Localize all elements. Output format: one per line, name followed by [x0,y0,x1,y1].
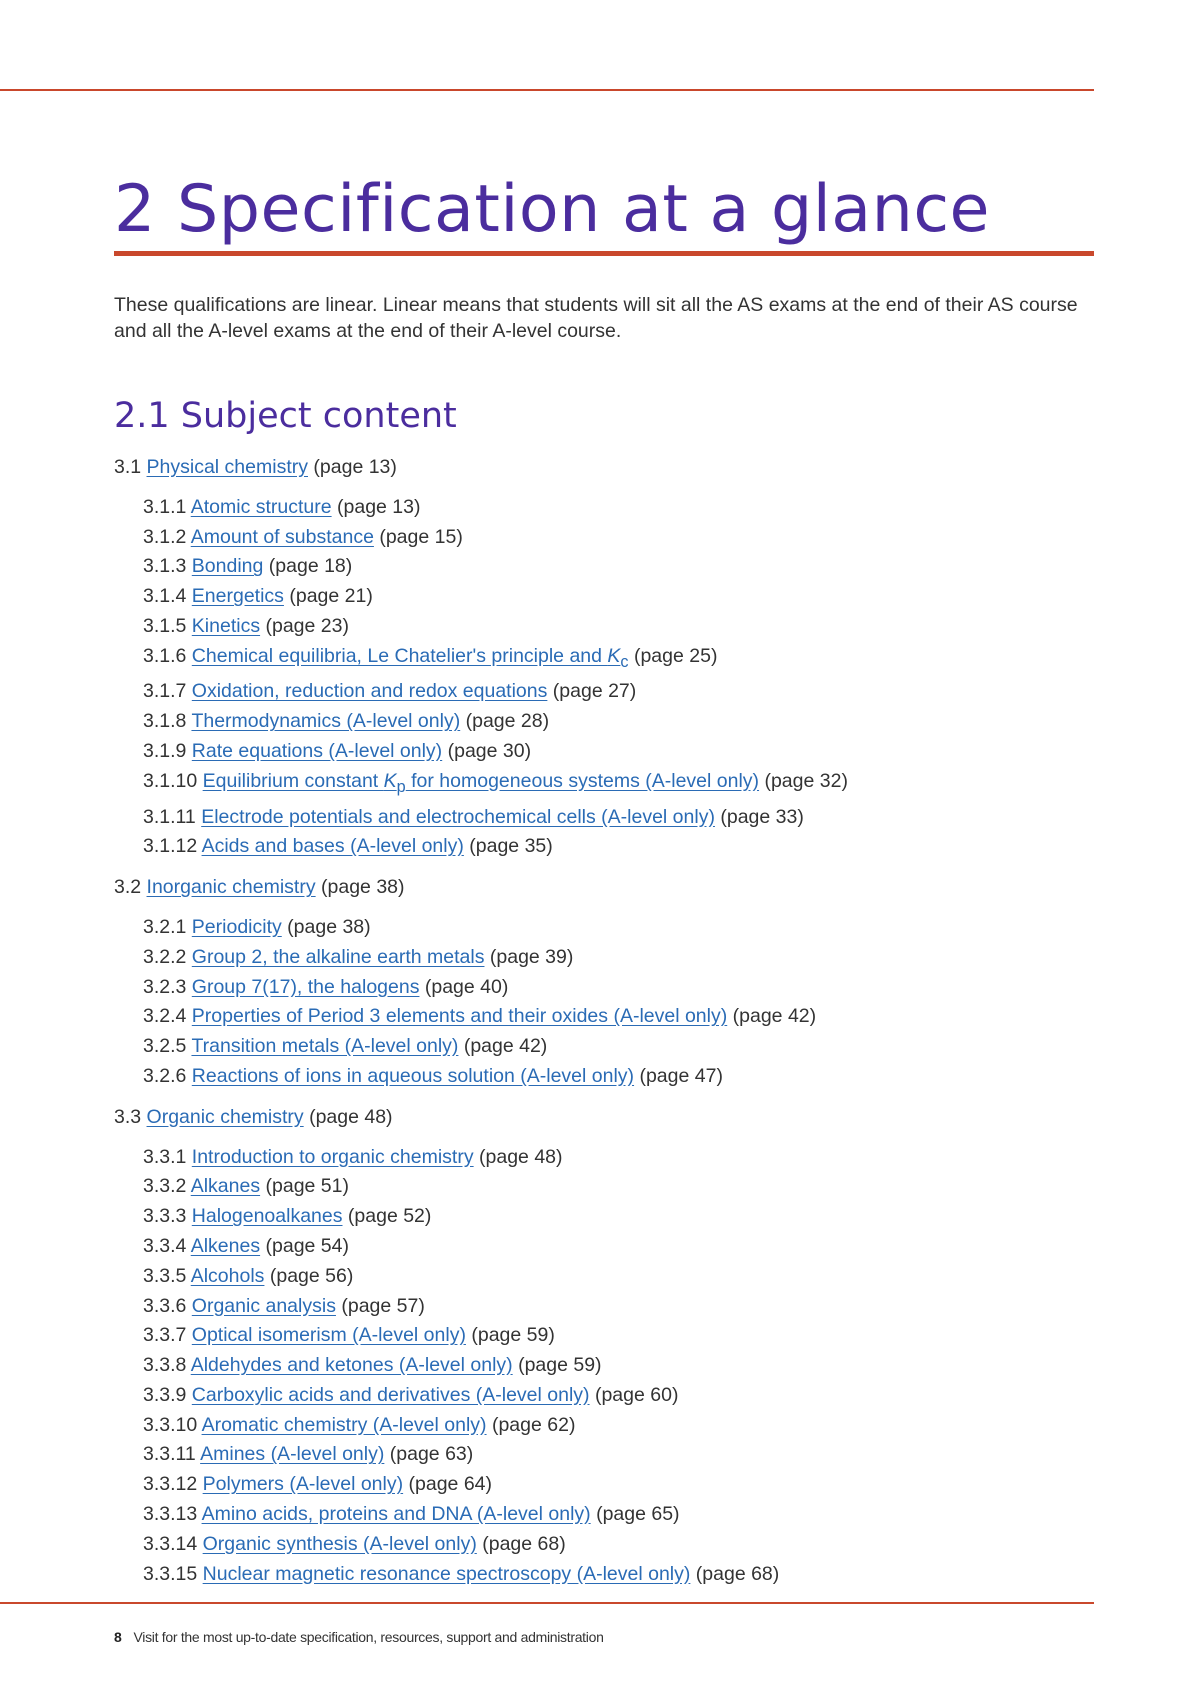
topic-link[interactable] [191,644,629,671]
page-reference: (page 15) [379,525,463,548]
toc-entry [143,1202,1094,1232]
page-reference: (page 18) [268,555,353,578]
page-reference: (page 51) [265,1175,349,1198]
topic-link[interactable] [191,1265,265,1287]
page-reference: (page 42) [463,1035,548,1058]
topic-label: Energetics [191,585,284,608]
toc-entry [143,1411,1094,1441]
topic-label: Polymers (A-level only) [202,1473,404,1496]
toc-entry [143,642,1094,678]
topic-label: Transition metals (A-level only) [191,1035,459,1058]
section-link[interactable]: Physical chemistry [146,456,308,478]
toc-entry [143,1470,1094,1500]
toc-section [114,873,1094,903]
topic-label: Aromatic chemistry (A-level only) [201,1413,487,1436]
page-reference: (page 38) [321,876,405,899]
topic-label: Chemical equilibria, Le Chatelier's principle and [191,644,608,667]
topic-number: 3.3.3 [143,1205,187,1228]
topic-number: 3.1.6 [143,644,187,667]
toc-entry [143,913,1094,943]
topic-label: Kinetics [191,614,261,637]
topic-number: 3.3.12 [143,1473,198,1496]
topic-number: 3.3.6 [143,1294,187,1317]
topic-number: 3.2.1 [143,915,187,938]
topic-label: Acids and bases (A-level only) [201,835,464,858]
section-link[interactable]: Inorganic chemistry [146,876,316,899]
toc-entry [143,737,1094,767]
topic-number: 3.3.1 [143,1145,187,1168]
topic-number: 3.1.10 [143,769,198,792]
topic-label: Introduction to organic chemistry [191,1145,474,1168]
topic-label: Oxidation, reduction and redox equations [191,680,548,703]
page-reference: (page 68) [695,1562,780,1585]
table-of-contents [114,453,1094,1600]
topic-number: 3.2.6 [143,1064,187,1087]
topic-label: Atomic structure [190,495,332,518]
topic-number: 3.3.8 [143,1354,187,1377]
topic-link[interactable] [191,1235,260,1257]
page-reference: (page 27) [552,680,637,703]
topic-label: Equilibrium constant [202,769,384,792]
page-reference: (page 13) [337,495,421,518]
topic-label: Reactions of ions in aqueous solution (A-level only) [191,1064,635,1087]
topic-label: Amount of substance [190,525,374,548]
topic-number: 3.2.2 [143,945,187,968]
page-reference: (page 48) [479,1145,563,1168]
page-reference: (page 25) [633,644,718,667]
topic-label-continued: for homogeneous systems (A-level only) [405,769,760,792]
topic-label: Electrode potentials and electrochemical cells (A-level only) [201,805,715,828]
topic-label: Alkanes [190,1175,261,1198]
topic-label: Group 2, the alkaline earth metals [191,945,485,968]
topic-number: 3.3.13 [143,1503,198,1526]
topic-link[interactable] [191,1035,458,1057]
toc-entry [143,582,1094,612]
topic-number: 3.2.5 [143,1035,187,1058]
topic-number: 3.1.8 [143,710,187,733]
page-reference: (page 56) [269,1264,354,1287]
toc-entry [143,1560,1094,1590]
topic-number: 3.1.11 [143,805,196,828]
page-reference: (page 35) [469,835,553,858]
topic-link[interactable] [192,1065,634,1087]
section-link[interactable]: Organic chemistry [146,1105,304,1128]
page-reference: (page 47) [639,1064,723,1087]
topic-link[interactable] [192,1295,336,1317]
topic-number: 3.3.2 [143,1175,187,1198]
topic-number: 3.2.4 [143,1005,187,1028]
page-reference: (page 21) [289,585,373,608]
topic-number: 3.1.9 [143,740,187,763]
topic-link[interactable] [202,769,760,796]
topic-link[interactable] [203,1473,403,1495]
topic-link[interactable] [200,1443,384,1465]
topic-link[interactable] [192,916,282,938]
topic-link[interactable] [191,496,332,518]
page-reference: (page 59) [518,1354,602,1377]
toc-entry [143,943,1094,973]
topic-number: 3.1.4 [143,585,187,608]
page-reference: (page 38) [287,915,371,938]
page-reference: (page 57) [341,1294,425,1317]
topic-number: 3.1.5 [143,614,187,637]
page-reference: (page 65) [596,1503,680,1526]
page-title: 2 Specification at a glance [114,172,991,247]
toc-entry [143,1172,1094,1202]
page-reference: (page 28) [465,710,550,733]
topic-link[interactable] [192,1005,727,1027]
toc-entry [143,612,1094,642]
topic-number: 3.3.10 [143,1413,198,1436]
page-reference: (page 42) [732,1005,817,1028]
topic-label: Halogenoalkanes [191,1205,343,1228]
equilibrium-constant-symbol: K [383,769,397,792]
topic-link[interactable] [192,946,485,968]
topic-link[interactable] [192,740,442,762]
topic-link[interactable] [192,976,420,998]
toc-entry [143,1032,1094,1062]
section-heading: 2.1 Subject content [114,396,457,436]
topic-link[interactable] [192,1384,590,1406]
equilibrium-constant-symbol: K [607,644,621,667]
title-underline-rule [114,251,1094,256]
topic-label: Aldehydes and ketones (A-level only) [190,1354,513,1377]
page-reference: (page 62) [491,1413,576,1436]
page-reference: (page 52) [347,1205,432,1228]
topic-label: Optical isomerism (A-level only) [191,1324,466,1347]
page-reference: (page 48) [309,1105,393,1128]
topic-label: Rate equations (A-level only) [191,740,443,763]
topic-number: 3.3.4 [143,1234,187,1257]
topic-link[interactable] [192,585,284,607]
topic-label: Alcohols [190,1264,265,1287]
topic-link[interactable] [202,1503,591,1525]
topic-number: 3.1.1 [143,495,187,518]
section-number: 3.2 [114,876,142,899]
page-reference: (page 64) [408,1473,493,1496]
topic-label: Thermodynamics (A-level only) [191,710,461,733]
topic-link[interactable] [192,1205,343,1227]
equilibrium-constant-subscript: c [620,652,629,671]
footer-text: Visit for the most up-to-date specification, resources, support and administration [133,1629,604,1645]
toc-entry [143,493,1094,523]
toc-entry [143,1062,1094,1092]
toc-entry [143,707,1094,737]
topic-number: 3.1.3 [143,555,187,578]
topic-number: 3.3.9 [143,1383,187,1406]
toc-subsection-list [114,493,1094,862]
topic-label: Group 7(17), the halogens [191,975,420,998]
topic-number: 3.1.12 [143,835,198,858]
toc-entry [143,803,1094,833]
topic-link[interactable] [192,615,260,637]
topic-number: 3.3.7 [143,1324,187,1347]
toc-entry [143,1002,1094,1032]
page-reference: (page 60) [594,1383,679,1406]
topic-link[interactable] [192,555,264,577]
topic-link[interactable] [203,1563,691,1585]
topic-label: Periodicity [191,915,282,938]
header-rule [0,89,1094,91]
toc-entry [143,1500,1094,1530]
toc-section [114,1103,1094,1133]
page-reference: (page 40) [424,975,509,998]
page-reference: (page 13) [313,456,397,478]
section-number: 3.3 [114,1105,142,1128]
toc-entry [143,1530,1094,1560]
toc-subsection-list [114,1143,1094,1590]
toc-entry [143,1351,1094,1381]
toc-entry [143,973,1094,1003]
intro-paragraph: These qualifications are linear. Linear means that students will sit all the AS exams at the end of their AS course and all the A-level exams at the end of their A-level course. [114,294,1078,342]
toc-entry [143,552,1094,582]
page-reference: (page 63) [389,1443,474,1466]
footer-rule [0,1602,1094,1604]
toc-entry [143,523,1094,553]
topic-number: 3.1.2 [143,525,187,548]
page-reference: (page 39) [489,945,574,968]
page-reference: (page 23) [265,614,349,637]
section-number: 3.1 [114,456,142,478]
topic-number: 3.1.7 [143,680,187,703]
topic-link[interactable] [203,1533,477,1555]
toc-entry [143,1440,1094,1470]
toc-entry [143,1321,1094,1351]
topic-label: Amines (A-level only) [200,1443,385,1466]
topic-link[interactable] [191,526,374,548]
toc-entry [143,1143,1094,1173]
topic-number: 3.3.15 [143,1562,198,1585]
equilibrium-constant-subscript: p [396,777,406,796]
toc-entry [143,1262,1094,1292]
page-reference: (page 33) [720,805,804,828]
toc-section [114,453,1094,483]
topic-label: Alkenes [190,1234,261,1257]
topic-link[interactable] [191,1175,260,1197]
topic-link[interactable] [191,1354,513,1376]
toc-entry [143,767,1094,803]
topic-label: Organic synthesis (A-level only) [202,1532,477,1555]
page-reference: (page 68) [482,1532,566,1555]
topic-label: Properties of Period 3 elements and their oxides (A-level only) [191,1005,728,1028]
topic-link[interactable] [202,1414,487,1436]
topic-link[interactable] [192,1146,474,1168]
topic-link[interactable] [202,835,464,857]
toc-subsection-list [114,913,1094,1092]
page-reference: (page 59) [471,1324,555,1347]
toc-entry [143,1292,1094,1322]
topic-number: 3.3.14 [143,1532,198,1555]
toc-entry [143,832,1094,862]
topic-link[interactable] [191,710,460,732]
topic-label: Bonding [191,555,264,578]
footer [114,1628,604,1646]
page-reference: (page 54) [265,1234,349,1257]
topic-number: 3.3.5 [143,1264,187,1287]
toc-entry [143,677,1094,707]
topic-number: 3.3.11 [143,1443,196,1466]
toc-entry [143,1232,1094,1262]
topic-link[interactable] [192,1324,466,1346]
topic-link[interactable] [192,680,548,702]
topic-label: Nuclear magnetic resonance spectroscopy (A-level only) [202,1562,691,1585]
toc-entry [143,1381,1094,1411]
topic-number: 3.2.3 [143,975,187,998]
topic-label: Amino acids, proteins and DNA (A-level only) [201,1503,591,1526]
page-number: 8 [114,1629,122,1645]
page-reference: (page 30) [447,740,532,763]
page-reference: (page 32) [764,769,848,792]
topic-link[interactable] [201,806,715,828]
topic-label: Carboxylic acids and derivatives (A-level only) [191,1383,590,1406]
topic-label: Organic analysis [191,1294,336,1317]
